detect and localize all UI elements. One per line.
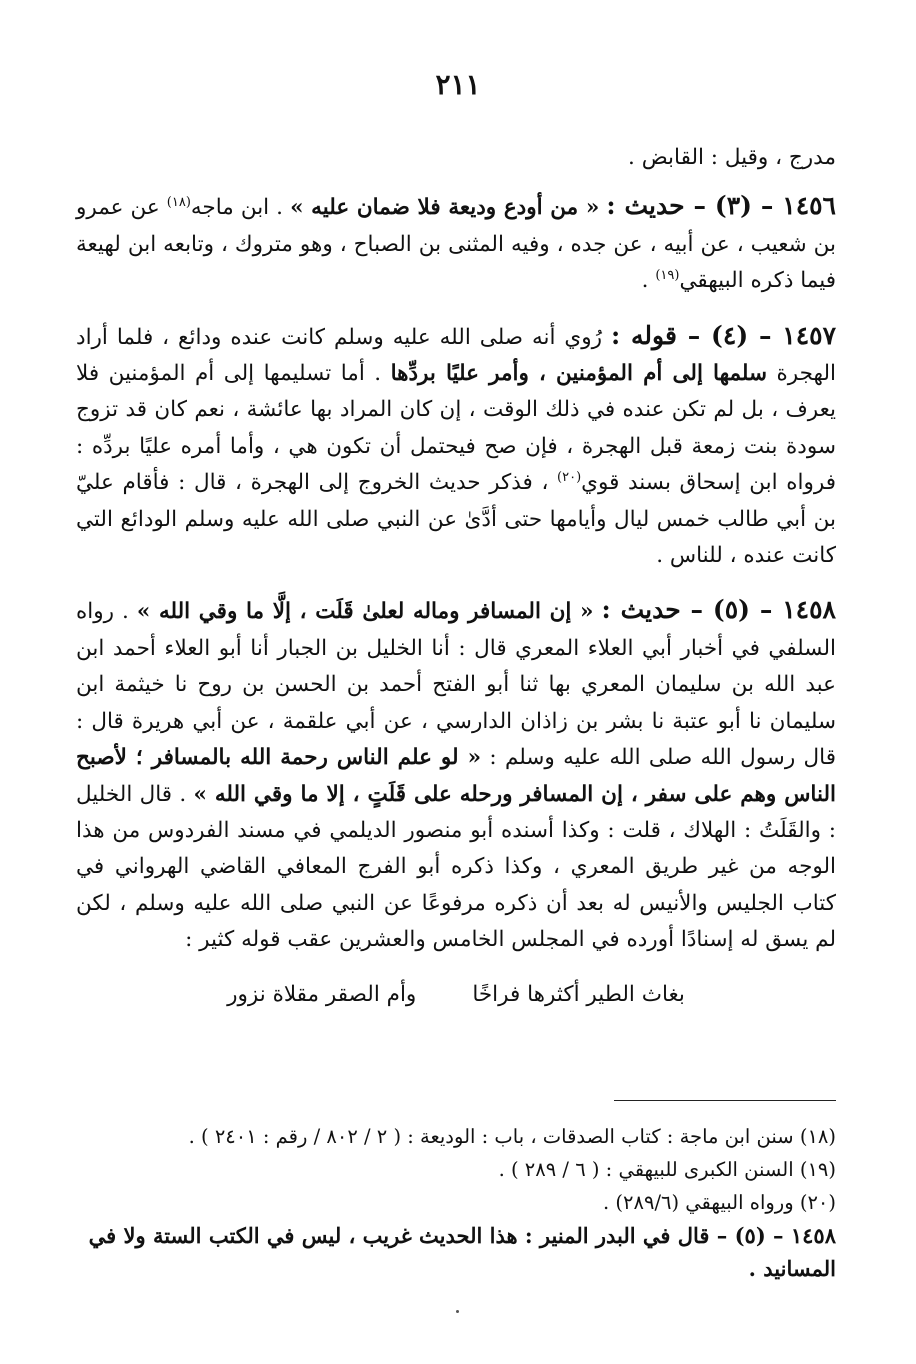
entry-1458	[76, 592, 836, 958]
poetry-verse	[76, 977, 836, 1013]
entry-1457	[76, 318, 836, 575]
page-number: ٢١١	[435, 68, 481, 101]
footnotes-section	[76, 1120, 836, 1285]
hadith-quote: « إن المسافر وماله لعلىٰ قَلَت ، إلَّا ما وقي الله »	[136, 599, 594, 625]
entry-number: ١٤٥٨ – (٥) – حديث :	[601, 595, 836, 625]
footnote-divider	[614, 1100, 836, 1101]
footnote-1458: ١٤٥٨ – (٥) – قال في البدر المنير : هذا الحديث غريب ، ليس في الكتب الستة ولا في المسانيد .	[88, 1223, 836, 1281]
bold-phrase: سلمها إلى أم المؤمنين ، وأمر عليًا بردِّها	[390, 361, 768, 387]
footnote-19: (١٩) السنن الكبرى للبيهقي : ( ٦ / ٢٨٩ ) .	[498, 1158, 836, 1181]
footnote-20: (٢٠) ورواه البيهقي (٢٨٩/٦) .	[603, 1191, 836, 1214]
entry-text: .	[122, 599, 129, 625]
hadith-quote: « من أودع وديعة فلا ضمان عليه »	[290, 195, 600, 221]
entry-text: ، فذكر حديث الخروج إلى الهجرة ، قال : فأقام عليّ بن أبي طالب خمس ليال وأيامها حتى أدَّىٰ عن النبي صلى الله عليه وسلم الودائع التي كانت عنده ، للناس .	[76, 470, 836, 569]
intro-line: مدرج ، وقيل : القابض .	[628, 145, 836, 170]
entry-number: ١٤٥٧ – (٤) – قوله :	[610, 320, 836, 350]
entry-text: عن عمرو بن شعيب ، عن أبيه ، عن جده ، وفيه المثنى بن الصباح ، وهو متروك ، وتابعه ابن لهيعة فيما ذكره البيهقي	[76, 195, 836, 294]
bold-hadith-text: « لو علم الناس رحمة الله بالمسافر ؛ لأصبح الناس وهم على سفر ، إن المسافر ورحله على قَلَتٍ ، إلا ما وقي الله »	[76, 745, 836, 807]
entry-text: . قال الخليل : والقَلَتُ : الهلاك ، قلت : وكذا أسنده أبو منصور الديلمي في مسند الفردوس من هذا الوجه من غير طريق المعري ، وكذا ذكره أبو الفرج المعافي القاضي الهرواني في كتاب الجليس والأنيس له بعد أن ذكره مرفوعًا عن النبي صلى الله عليه وسلم ، لكن لم يسق له إسنادًا أورده في المجلس الخامس والعشرين عقب قوله كثير :	[76, 781, 836, 953]
print-mark	[456, 1310, 459, 1313]
footnote-18: (١٨) سنن ابن ماجة : كتاب الصدقات ، باب : الوديعة : ( ٢ / ٨٠٢ / رقم : ٢٤٠١ ) .	[188, 1125, 836, 1148]
entry-number: ١٤٥٦ – (٣) – حديث :	[606, 191, 836, 221]
entry-text: . ابن ماجه	[190, 195, 284, 221]
footnote-ref[interactable]: (٢٠)	[557, 470, 582, 486]
verse-second-hemistich: وأم الصقر مقلاة نزور	[227, 981, 417, 1007]
entry-text: .	[641, 268, 649, 294]
entry-1456	[76, 188, 836, 299]
footnote-ref[interactable]: (١٩)	[655, 268, 680, 284]
footnote-ref[interactable]: (١٨)	[166, 195, 191, 211]
entry-text: رُوي أنه صلى الله عليه وسلم كانت عنده ودائع ، فلما أراد الهجرة	[76, 324, 836, 387]
verse-first-hemistich: بغاث الطير أكثرها فراخًا	[472, 981, 685, 1007]
entry-text: رواه السلفي في أخبار أبي العلاء المعري قال : أنا الخليل بن الجبار أنا أبو العلاء أحمد ابن عبد الله بن سليمان المعري بها ثنا أبو الفتح أحمد بن الحسن بن روح نا خيثمة ابن سليمان نا أبو عتبة نا بشر بن زاذان الدارسي ، عن أبي علقمة ، عن أبي هريرة قال : قال رسول الله صلى الله عليه وسلم :	[76, 599, 836, 771]
entry-text: . أما تسليمها إلى أم المؤمنين فلا يعرف ، بل لم تكن عنده في ذلك الوقت ، إن كان المراد بها عائشة ، نعم كان قد تزوج سودة بنت زمعة قبل الهجرة ، فإن صح فيحتمل أن تكون هي ، وأما أمره عليًا بردِّه : فرواه ابن إسحاق بسند قوي	[76, 361, 836, 496]
main-text	[76, 140, 836, 1013]
